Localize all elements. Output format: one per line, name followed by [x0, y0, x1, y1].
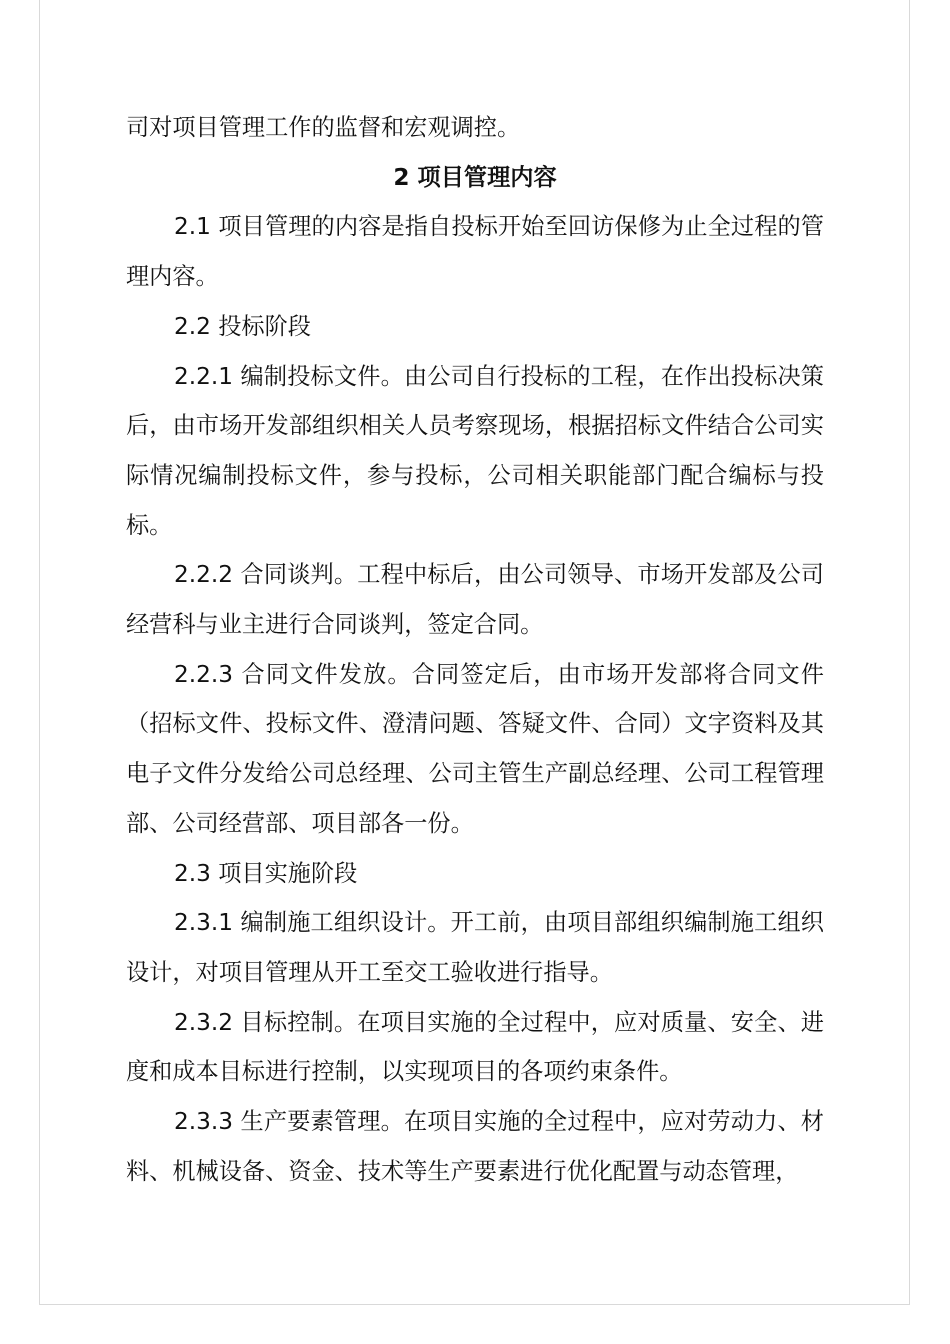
paragraph-2-2: 2.2 投标阶段	[174, 312, 311, 340]
paragraph-2-2-1: 2.2.1 编制投标文件。由公司自行投标的工程，在作出投标决策后，由市场开发部组织相关人员考察现场，根据招标文件结合公司实际情况编制投标文件，参与投标，公司相关职能部门配合编标与投标。	[126, 362, 824, 539]
paragraph-2-3-1: 2.3.1 编制施工组织设计。开工前，由项目部组织编制施工组织设计，对项目管理从开工至交工验收进行指导。	[126, 909, 824, 986]
document-body	[126, 103, 824, 1196]
paragraph-2-3-2: 2.3.2 目标控制。在项目实施的全过程中，应对质量、安全、进度和成本目标进行控制，以实现项目的各项约束条件。	[126, 1008, 824, 1086]
paragraph-2-2-2: 2.2.2 合同谈判。工程中标后，由公司领导、市场开发部及公司经营科与业主进行合同谈判，签定合同。	[126, 561, 824, 639]
paragraph-2-3-3: 2.3.3 生产要素管理。在项目实施的全过程中，应对劳动力、材料、机械设备、资金、技术等生产要素进行优化配置与动态管理，	[126, 1108, 824, 1185]
continuation-paragraph: 司对项目管理工作的监督和宏观调控。	[126, 114, 521, 141]
paragraph-2-2-3: 2.2.3 合同文件发放。合同签定后，由市场开发部将合同文件（招标文件、投标文件、澄清问题、答疑文件、合同）文字资料及其电子文件分发给公司总经理、公司主管生产副总经理、公司工程管理部、公司经营部、项目部各一份。	[126, 660, 824, 837]
section-heading: 2 项目管理内容	[393, 163, 557, 191]
paragraph-2-1: 2.1 项目管理的内容是指自投标开始至回访保修为止全过程的管理内容。	[126, 213, 824, 291]
paragraph-2-3: 2.3 项目实施阶段	[174, 859, 358, 887]
